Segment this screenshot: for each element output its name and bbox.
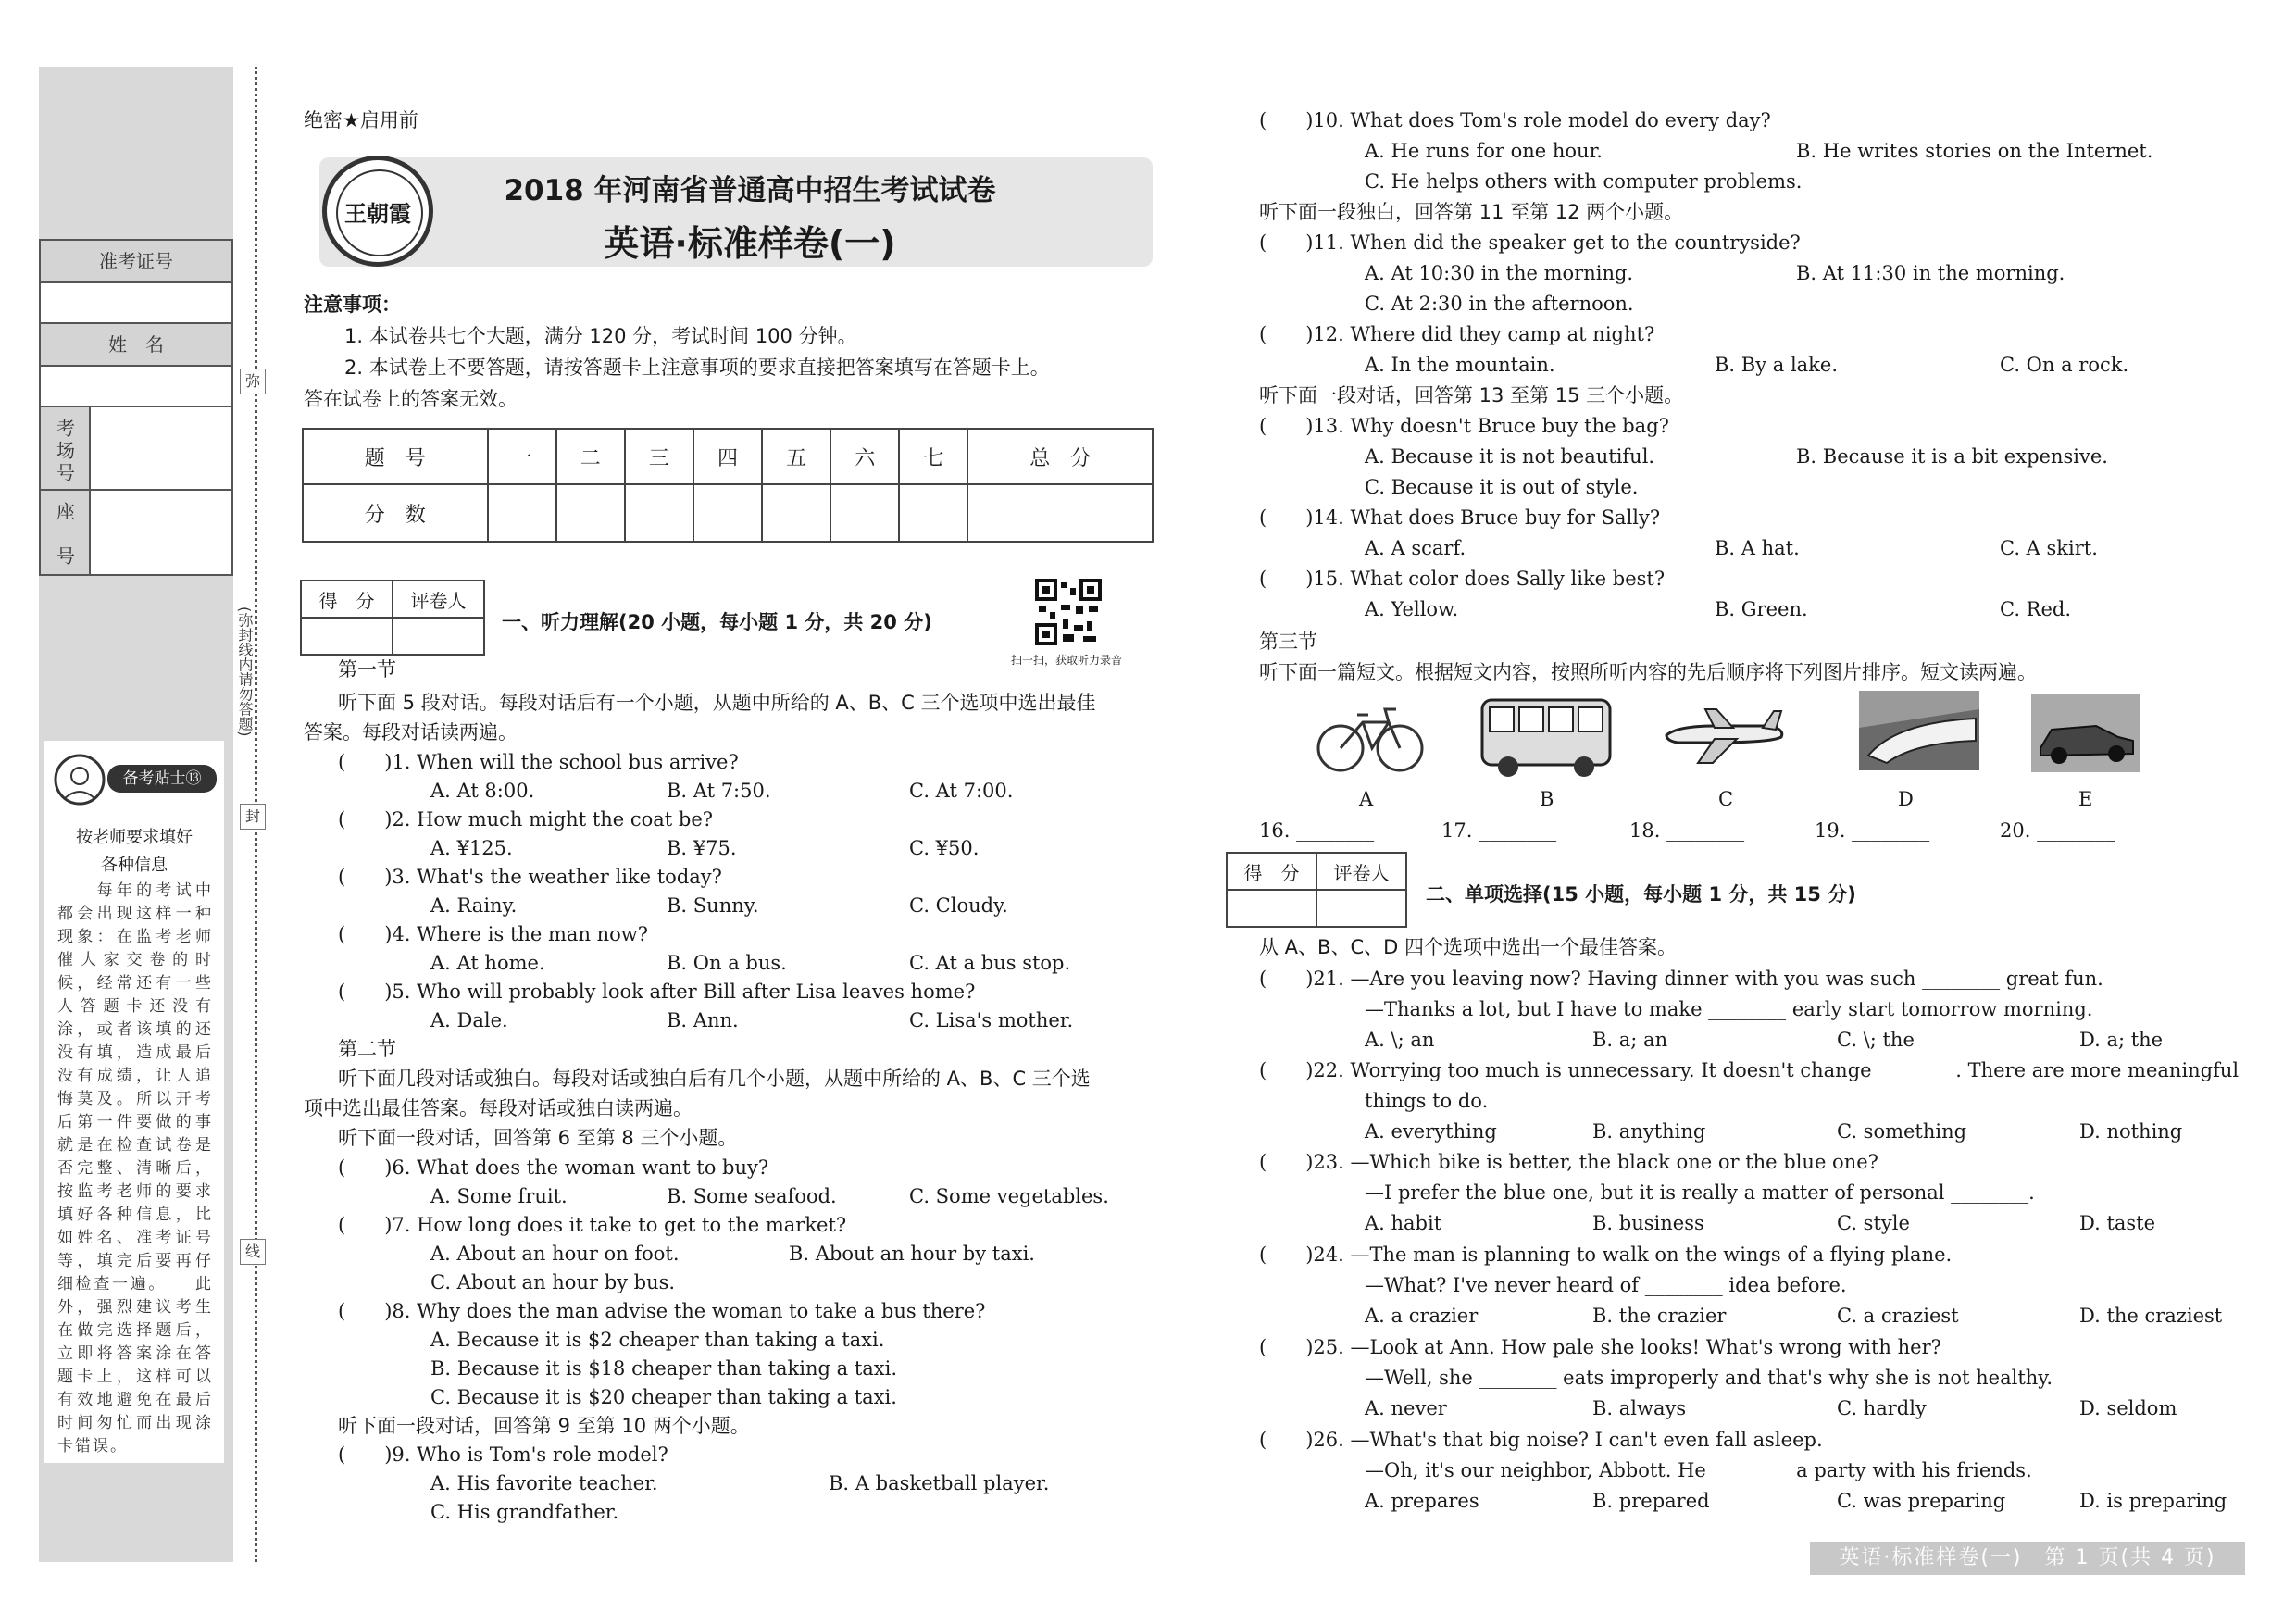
notice-item-1: 1. 本试卷共七个大题，满分 120 分，考试时间 100 分钟。	[344, 325, 857, 347]
q9-option-c[interactable]: C. His grandfather.	[430, 1501, 619, 1523]
grader-blank	[1316, 890, 1406, 927]
bicycle-picture	[1315, 694, 1426, 778]
score-cell	[899, 484, 967, 542]
q6-option-c[interactable]: C. Some vegetables.	[909, 1185, 1109, 1207]
scholar-icon	[52, 752, 107, 807]
part2-instr-2: 项中选出最佳答案。每段对话或独白读两遍。	[304, 1097, 693, 1119]
question-25-line-2: —Well, she ________ eats improperly and that's why she is not healthy.	[1365, 1367, 2053, 1389]
intro-9-10: 听下面一段对话，回答第 9 至第 10 两个小题。	[338, 1415, 750, 1437]
score-cell	[762, 484, 830, 542]
q4-option-c[interactable]: C. At a bus stop.	[909, 952, 1071, 974]
q11-option-c[interactable]: C. At 2:30 in the afternoon.	[1365, 293, 1634, 315]
score-header-cell: 六	[830, 429, 899, 484]
section2-instr: 从 A、B、C、D 四个选项中选出一个最佳答案。	[1259, 936, 1677, 958]
question-21: ( )21. —Are you leaving now? Having dinner with you was such ________ great fun.	[1259, 968, 2103, 990]
q3-option-b[interactable]: B. Sunny.	[667, 894, 759, 917]
intro-11-12: 听下面一段独白，回答第 11 至第 12 两个小题。	[1259, 201, 1684, 223]
intro-6-8: 听下面一段对话，回答第 6 至第 8 三个小题。	[338, 1127, 738, 1149]
q12-option-c[interactable]: C. On a rock.	[2000, 354, 2129, 376]
study-tip-panel	[44, 741, 224, 1463]
seal-note: (弥封线内请勿答题)	[236, 606, 254, 737]
seat-label: 座 号	[41, 491, 91, 574]
q13-option-b[interactable]: B. Because it is a bit expensive.	[1796, 445, 2108, 468]
score-blank	[1227, 890, 1316, 927]
score-cell	[693, 484, 762, 542]
picture-label-d: D	[1898, 788, 1914, 810]
question-22-line-2: things to do.	[1365, 1090, 1489, 1112]
picture-label-b: B	[1540, 788, 1554, 810]
page-footer: 英语·标准样卷(一) 第 1 页(共 4 页)	[1810, 1542, 2245, 1575]
q3-option-a[interactable]: A. Rainy.	[430, 894, 518, 917]
bicycle-icon	[1315, 694, 1426, 778]
q6-option-b[interactable]: B. Some seafood.	[667, 1185, 837, 1207]
notice-item-2-cont: 答在试卷上的答案无效。	[304, 388, 518, 410]
q25-option-a[interactable]: A. never	[1365, 1397, 1447, 1419]
tip-heading-2: 各种信息	[101, 856, 168, 875]
q9-option-a[interactable]: A. His favorite teacher.	[430, 1472, 658, 1494]
q5-option-b[interactable]: B. Ann.	[667, 1009, 739, 1031]
train-icon	[1859, 691, 1979, 770]
q22-option-a[interactable]: A. everything	[1365, 1120, 1497, 1143]
part1-label: 第一节	[338, 658, 396, 681]
q2-option-b[interactable]: B. ¥75.	[667, 837, 737, 859]
q7-option-c[interactable]: C. About an hour by bus.	[430, 1271, 676, 1293]
score-header-cell: 七	[899, 429, 967, 484]
train-picture	[1859, 691, 1979, 770]
grader-box-2	[1226, 852, 1407, 928]
score-blank	[301, 618, 393, 655]
q25-option-b[interactable]: B. always	[1592, 1397, 1687, 1419]
q25-option-d[interactable]: D. seldom	[2079, 1397, 2177, 1419]
q26-option-d[interactable]: D. is preparing	[2079, 1490, 2227, 1512]
question-1: ( )1. When will the school bus arrive?	[338, 751, 739, 773]
q24-option-b[interactable]: B. the crazier	[1592, 1305, 1727, 1327]
tip-body: 每年的考试中都会出现这样一种现象：在监考老师催大家交卷的时候，经常还有一些人答题卡还没有涂，或者该填的还没有填，造成最后没有成绩，让人追悔莫及。所以开考后第一件要做的事就是在检查试卷是否完整、清晰后，按监考老师的要求填好各种信息，比如姓名、准考证号等，填完后要再仔细检查一遍。 此外，强烈建议考生在做完选择题后，立即将答案涂在答题卡上，这样可以有效地避免在最后时间匆忙而出现涂卡错误。	[57, 881, 213, 1456]
logo-text: 王朝霞	[344, 201, 411, 227]
part2-instr-1: 听下面几段对话或独白。每段对话或独白后有几个小题，从题中所给的 A、B、C 三个选	[338, 1068, 1091, 1090]
score-cell	[556, 484, 625, 542]
question-2: ( )2. How much might the coat be?	[338, 808, 714, 831]
q24-option-a[interactable]: A. a crazier	[1365, 1305, 1479, 1327]
question-26-line-2: —Oh, it's our neighbor, Abbott. He ________ a party with his friends.	[1365, 1459, 2032, 1481]
question-6: ( )6. What does the woman want to buy?	[338, 1156, 769, 1179]
confidential-mark: 绝密★启用前	[304, 109, 418, 131]
question-24-line-2: —What? I've never heard of ________ idea before.	[1365, 1274, 1847, 1296]
q7-option-a[interactable]: A. About an hour on foot.	[430, 1243, 680, 1265]
picture-label-a: A	[1359, 788, 1374, 810]
q26-option-c[interactable]: C. was preparing	[1837, 1490, 2006, 1512]
question-11: ( )11. When did the speaker get to the countryside?	[1259, 231, 1801, 254]
score-header-cell: 一	[488, 429, 556, 484]
score-header-cell: 二	[556, 429, 625, 484]
question-23-line-2: —I prefer the blue one, but it is really a matter of personal ________.	[1365, 1181, 2035, 1204]
q22-option-b[interactable]: B. anything	[1592, 1120, 1706, 1143]
picture-label-e: E	[2078, 788, 2093, 810]
q7-option-b[interactable]: B. About an hour by taxi.	[789, 1243, 1035, 1265]
seal-tag-xian: 线	[240, 1239, 266, 1265]
q15-option-c[interactable]: C. Red.	[2000, 598, 2072, 620]
q25-option-c[interactable]: C. hardly	[1837, 1397, 1927, 1419]
score-cell	[625, 484, 693, 542]
section1-title: 一、听力理解(20 小题，每小题 1 分，共 20 分)	[502, 611, 932, 633]
q21-option-b[interactable]: B. a; an	[1592, 1029, 1668, 1051]
question-14: ( )14. What does Bruce buy for Sally?	[1259, 506, 1661, 529]
seal-tag-mi: 弥	[240, 369, 266, 394]
q4-option-b[interactable]: B. On a bus.	[667, 952, 787, 974]
q9-option-b[interactable]: B. A basketball player.	[829, 1472, 1050, 1494]
q8-option-a[interactable]: A. Because it is $2 cheaper than taking a taxi.	[430, 1329, 885, 1351]
score-cell	[830, 484, 899, 542]
q23-option-d[interactable]: D. taste	[2079, 1212, 2156, 1234]
airplane-icon	[1659, 696, 1789, 770]
qr-code[interactable]	[1035, 579, 1102, 645]
score-cell	[488, 484, 556, 542]
q12-option-a[interactable]: A. In the mountain.	[1365, 354, 1555, 376]
room-field[interactable]	[91, 407, 231, 491]
q15-option-a[interactable]: A. Yellow.	[1365, 598, 1459, 620]
q21-option-c[interactable]: C. \; the	[1837, 1029, 1915, 1051]
q23-option-b[interactable]: B. business	[1592, 1212, 1704, 1234]
car-picture	[2031, 694, 2140, 772]
blank-20[interactable]: 20. ________	[2000, 819, 2115, 842]
q1-option-b[interactable]: B. At 7:50.	[667, 780, 771, 802]
section2-title: 二、单项选择(15 小题，每小题 1 分，共 15 分)	[1426, 883, 1856, 906]
exam-title: 2018 年河南省普通高中招生考试试卷	[504, 174, 996, 207]
q13-option-a[interactable]: A. Because it is not beautiful.	[1365, 445, 1655, 468]
part3-instr: 听下面一篇短文。根据短文内容，按照所听内容的先后顺序将下列图片排序。短文读两遍。	[1259, 661, 2037, 683]
q22-option-c[interactable]: C. something	[1837, 1120, 1967, 1143]
q22-option-d[interactable]: D. nothing	[2079, 1120, 2183, 1143]
q10-option-a[interactable]: A. He runs for one hour.	[1365, 140, 1603, 162]
picture-label-c: C	[1718, 788, 1734, 810]
bus-picture	[1477, 693, 1616, 781]
q13-option-c[interactable]: C. Because it is out of style.	[1365, 476, 1639, 498]
q11-option-b[interactable]: B. At 11:30 in the morning.	[1796, 262, 2065, 284]
seal-tag-feng: 封	[240, 804, 266, 830]
score-table	[302, 428, 1154, 543]
score-cell	[967, 484, 1153, 542]
question-10: ( )10. What does Tom's role model do every day?	[1259, 109, 1771, 131]
candidate-info-box	[39, 239, 233, 576]
q24-option-d[interactable]: D. the craziest	[2079, 1305, 2223, 1327]
question-23: ( )23. —Which bike is better, the black one or the blue one?	[1259, 1151, 1878, 1173]
q4-option-a[interactable]: A. At home.	[430, 952, 545, 974]
q2-option-c[interactable]: C. ¥50.	[909, 837, 980, 859]
q15-option-b[interactable]: B. Green.	[1715, 598, 1808, 620]
grader-box-1	[300, 580, 485, 656]
score-header-cell: 五	[762, 429, 830, 484]
qr-caption: 扫一扫，获取听力录音	[1011, 654, 1123, 667]
score-row-label: 分 数	[303, 484, 488, 542]
room-label: 考场号	[41, 407, 91, 491]
notice-item-2: 2. 本试卷上不要答题，请按答题卡上注意事项的要求直接把答案填写在答题卡上。	[344, 356, 1050, 379]
q6-option-a[interactable]: A. Some fruit.	[430, 1185, 568, 1207]
publisher-logo	[322, 156, 433, 267]
question-5: ( )5. Who will probably look after Bill after Lisa leaves home?	[338, 981, 976, 1003]
q14-option-c[interactable]: C. A skirt.	[2000, 537, 2098, 559]
question-7: ( )7. How long does it take to get to the market?	[338, 1214, 847, 1236]
q11-option-a[interactable]: A. At 10:30 in the morning.	[1365, 262, 1634, 284]
question-22: ( )22. Worrying too much is unnecessary. It doesn't change ________. There are more meaningful	[1259, 1059, 2240, 1081]
q21-option-d[interactable]: D. a; the	[2079, 1029, 2164, 1051]
question-26: ( )26. —What's that big noise? I can't even fall asleep.	[1259, 1429, 1823, 1451]
part1-instr-2: 答案。每段对话读两遍。	[304, 721, 518, 744]
bus-icon	[1477, 693, 1616, 781]
score-header-cell: 题 号	[303, 429, 488, 484]
name-label: 姓 名	[41, 324, 231, 367]
score-header-cell: 三	[625, 429, 693, 484]
intro-13-15: 听下面一段对话，回答第 13 至第 15 三个小题。	[1259, 384, 1684, 406]
name-field[interactable]	[41, 367, 231, 407]
question-15: ( )15. What color does Sally like best?	[1259, 568, 1666, 590]
question-3: ( )3. What's the weather like today?	[338, 866, 722, 888]
part2-label: 第二节	[338, 1038, 396, 1060]
q12-option-b[interactable]: B. By a lake.	[1715, 354, 1839, 376]
blank-16[interactable]: 16. ________	[1259, 819, 1375, 842]
question-9: ( )9. Who is Tom's role model?	[338, 1443, 668, 1466]
q26-option-b[interactable]: B. prepared	[1592, 1490, 1710, 1512]
blank-17[interactable]: 17. ________	[1441, 819, 1557, 842]
q2-option-a[interactable]: A. ¥125.	[430, 837, 513, 859]
tip-heading-1: 按老师要求填好	[76, 828, 193, 847]
q24-option-c[interactable]: C. a craziest	[1837, 1305, 1959, 1327]
part1-instr-1: 听下面 5 段对话。每段对话后有一个小题，从题中所给的 A、B、C 三个选项中选出最佳	[338, 692, 1096, 714]
question-21-line-2: —Thanks a lot, but I have to make ________ early start tomorrow morning.	[1365, 998, 2093, 1020]
q26-option-a[interactable]: A. prepares	[1365, 1490, 1479, 1512]
q10-option-c[interactable]: C. He helps others with computer problems.	[1365, 170, 1803, 193]
q14-option-a[interactable]: A. A scarf.	[1365, 537, 1466, 559]
tip-badge	[52, 752, 217, 807]
question-4: ( )4. Where is the man now?	[338, 923, 649, 945]
q14-option-b[interactable]: B. A hat.	[1715, 537, 1800, 559]
exam-subtitle: 英语·标准样卷(一)	[604, 223, 896, 264]
q8-option-b[interactable]: B. Because it is $18 cheaper than taking a taxi.	[430, 1357, 898, 1380]
question-24: ( )24. —The man is planning to walk on the wings of a flying plane.	[1259, 1243, 1953, 1266]
blank-19[interactable]: 19. ________	[1815, 819, 1930, 842]
car-icon	[2031, 694, 2140, 772]
grader-label: 评卷人	[1316, 853, 1406, 890]
q23-option-c[interactable]: C. style	[1837, 1212, 1910, 1234]
question-13: ( )13. Why doesn't Bruce buy the bag?	[1259, 415, 1669, 437]
question-8: ( )8. Why does the man advise the woman to take a bus there?	[338, 1300, 986, 1322]
q8-option-c[interactable]: C. Because it is $20 cheaper than taking a taxi.	[430, 1386, 897, 1408]
score-label: 得 分	[301, 581, 393, 618]
question-12: ( )12. Where did they camp at night?	[1259, 323, 1655, 345]
exam-id-field[interactable]	[41, 283, 231, 324]
seat-field[interactable]	[91, 491, 231, 574]
score-header-cell: 四	[693, 429, 762, 484]
tip-title: 备考贴士⑬	[107, 765, 217, 793]
exam-id-label: 准考证号	[41, 241, 231, 283]
q23-option-a[interactable]: A. habit	[1365, 1212, 1442, 1234]
q1-option-a[interactable]: A. At 8:00.	[430, 780, 535, 802]
q3-option-c[interactable]: C. Cloudy.	[909, 894, 1008, 917]
score-header-cell: 总 分	[967, 429, 1153, 484]
grader-blank	[393, 618, 484, 655]
blank-18[interactable]: 18. ________	[1629, 819, 1745, 842]
airplane-picture	[1659, 696, 1789, 770]
q5-option-a[interactable]: A. Dale.	[430, 1009, 508, 1031]
part3-label: 第三节	[1259, 631, 1317, 653]
notice-heading: 注意事项：	[304, 294, 401, 316]
score-label: 得 分	[1227, 853, 1316, 890]
q5-option-c[interactable]: C. Lisa's mother.	[909, 1009, 1074, 1031]
q21-option-a[interactable]: A. \; an	[1365, 1029, 1435, 1051]
q1-option-c[interactable]: C. At 7:00.	[909, 780, 1014, 802]
grader-label: 评卷人	[393, 581, 484, 618]
question-25: ( )25. —Look at Ann. How pale she looks! What's wrong with her?	[1259, 1336, 1941, 1358]
q10-option-b[interactable]: B. He writes stories on the Internet.	[1796, 140, 2153, 162]
